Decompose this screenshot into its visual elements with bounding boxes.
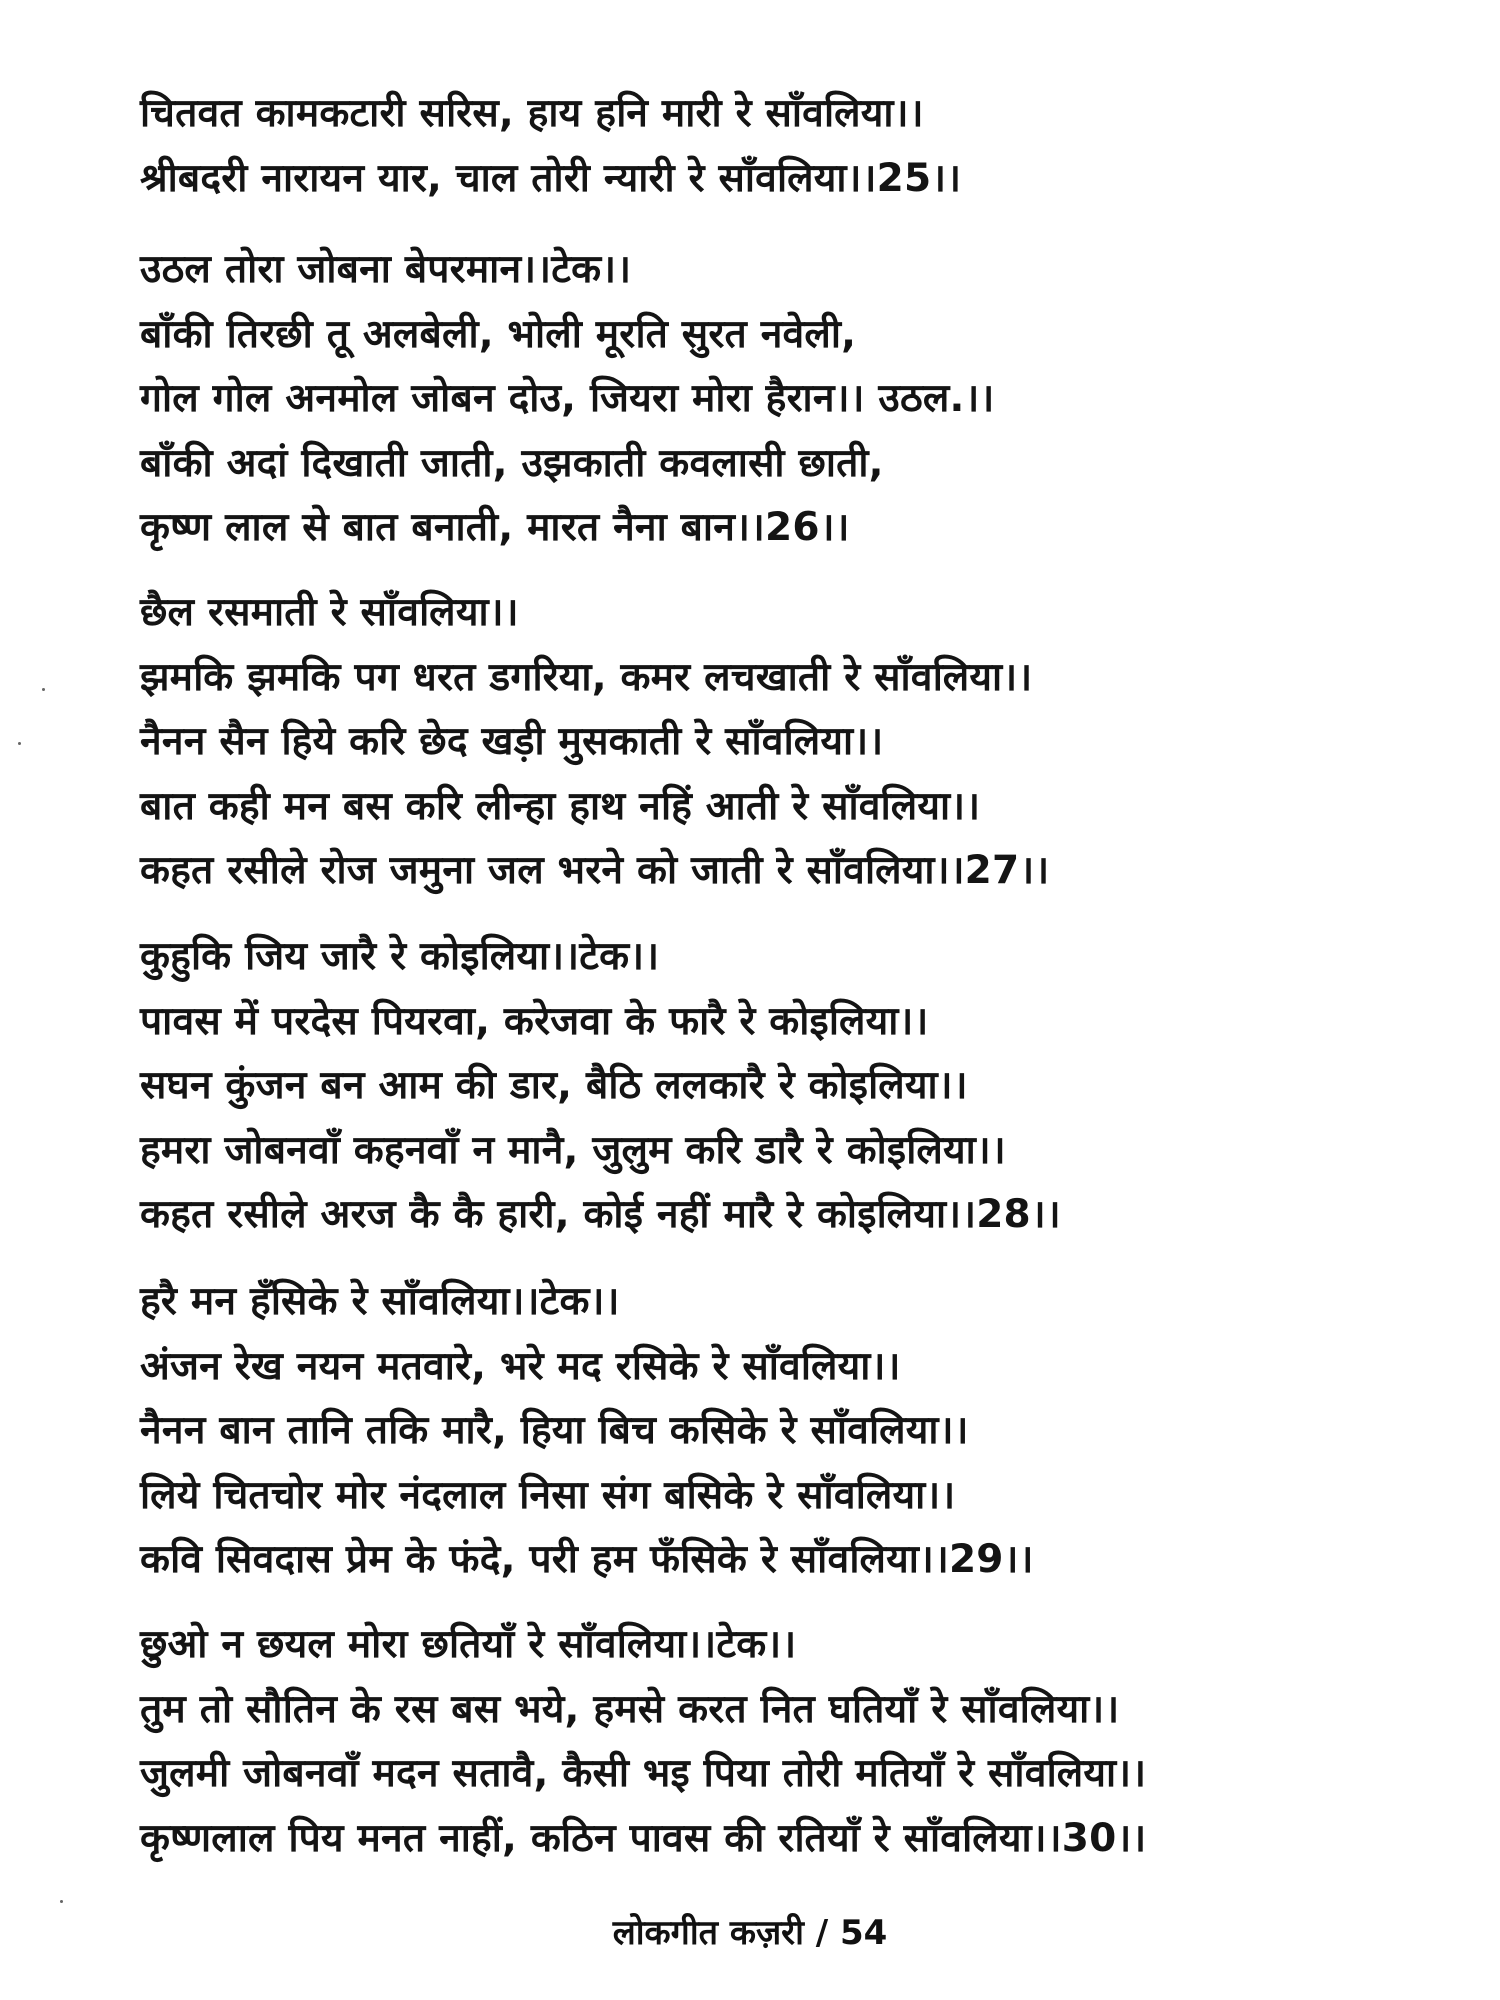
verse-line: बात कही मन बस करि लीन्हा हाथ नहिं आती रे साँवलिया।। — [140, 783, 981, 829]
verse-line: नैनन सैन हिये करि छेद खड़ी मुसकाती रे साँवलिया।। — [140, 719, 884, 764]
verse-line: कृष्णलाल पिय मनत नाहीं, कठिन पावस की रतियाँ रे साँवलिया।।30।। — [140, 1815, 1147, 1861]
verse-line: श्रीबदरी नारायन यार, चाल तोरी न्यारी रे साँवलिया।।25।। — [140, 155, 962, 201]
verse-line: हरै मन हँसिके रे साँवलिया।।टेक।। — [140, 1279, 620, 1324]
verse-line: चितवत कामकटारी सरिस, हाय हनि मारी रे साँवलिया।। — [140, 91, 924, 136]
verse-line: अंजन रेख नयन मतवारे, भरे मद रसिके रे साँवलिया।। — [140, 1343, 901, 1389]
verse-line: बाँकी तिरछी तू अलबेली, भोली मूरति सुरत नवेली, — [140, 311, 857, 357]
verse-line: उठल तोरा जोबना बेपरमान।।टेक।। — [140, 247, 632, 292]
verse-line: छैल रसमाती रे साँवलिया।। — [140, 590, 519, 635]
stanza-28 — [140, 925, 1440, 1248]
stanza-29 — [140, 1270, 1440, 1593]
verse-line: कवि सिवदास प्रेम के फंदे, परी हम फँसिके रे साँवलिया।।29।। — [140, 1537, 1034, 1582]
stanza-26 — [140, 238, 1440, 561]
verse-line: कहत रसीले रोज जमुना जल भरने को जाती रे साँवलिया।।27।। — [140, 848, 1050, 893]
verse-line: जुलमी जोबनवाँ मदन सतावै, कैसी भइ पिया तोरी मतियाँ रे साँवलिया।। — [140, 1751, 1147, 1796]
verse-line: कुहुकि जिय जारै रे कोइलिया।।टेक।। — [140, 934, 660, 979]
verse-line: कहत रसीले अरज कै कै हारी, कोई नहीं मारै रे कोइलिया।।28।। — [140, 1192, 1061, 1237]
stanza-25 — [140, 82, 1440, 211]
verse-line: गोल गोल अनमोल जोबन दोउ, जियरा मोरा हैरान।। उठल.।। — [140, 376, 995, 421]
verse-line: तुम तो सौतिन के रस बस भये, हमसे करत नित घतियाँ रे साँवलिया।। — [140, 1686, 1120, 1732]
verse-line: लिये चितचोर मोर नंदलाल निसा संग बसिके रे साँवलिया।। — [140, 1472, 956, 1518]
verse-line: हमरा जोबनवाँ कहनवाँ न मानै, जुलुम करि डारै रे कोइलिया।। — [140, 1127, 1006, 1173]
verse-line: सघन कुंजन बन आम की डार, बैठि ललकारै रे कोइलिया।। — [140, 1063, 968, 1108]
verse-line: नैनन बान तानि तकि मारै, हिया बिच कसिके रे साँवलिया।। — [140, 1408, 969, 1453]
verse-line: पावस में परदेस पियरवा, करेजवा के फारै रे कोइलिया।। — [140, 998, 929, 1044]
stanza-30 — [140, 1613, 1440, 1871]
page-footer: लोकगीत कज़री / 54 — [612, 1913, 888, 1953]
verse-line: कृष्ण लाल से बात बनाती, मारत नैना बान।।26।। — [140, 505, 850, 550]
verse-line: झमकि झमकि पग धरत डगरिया, कमर लचखाती रे साँवलिया।। — [140, 654, 1033, 700]
verse-line: छुओ न छयल मोरा छतियाँ रे साँवलिया।।टेक।। — [140, 1622, 797, 1667]
scan-speck — [60, 1900, 63, 1903]
verse-line: बाँकी अदां दिखाती जाती, उझकाती कवलासी छाती, — [140, 440, 884, 486]
stanza-27 — [140, 581, 1440, 904]
scan-speck — [42, 688, 45, 691]
scan-speck — [18, 742, 21, 745]
